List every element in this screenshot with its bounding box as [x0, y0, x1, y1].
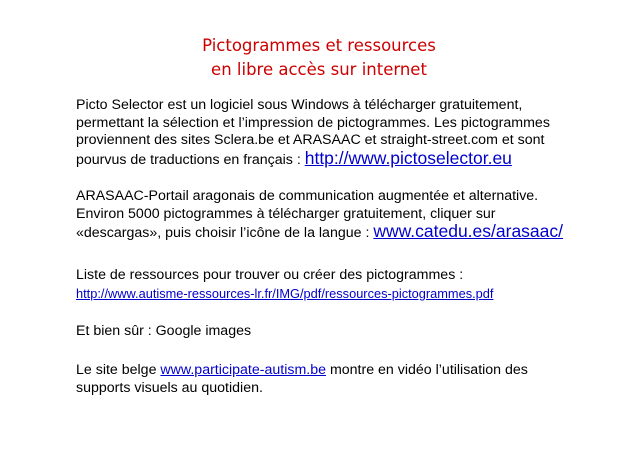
paragraph-picto-selector — [76, 97, 576, 169]
paragraph-line: ARASAAC-Portail aragonais de communication augmentée et alternative. — [76, 188, 539, 204]
paragraph-line — [76, 147, 576, 170]
paragraph-text: montre en vidéo l’utilisation des — [326, 362, 528, 378]
paragraph-text: pourvus de traductions en français : — [76, 151, 305, 168]
paragraph-line: Liste de ressources pour trouver ou créer des pictogrammes : — [76, 267, 464, 283]
pictoselector-link[interactable]: http://www.pictoselector.eu — [304, 147, 512, 168]
paragraph-line — [76, 285, 576, 304]
catedu-link[interactable]: www.catedu.es/arasaac/ — [373, 221, 564, 241]
paragraph-line: Et bien sûr : Google images — [76, 323, 252, 339]
autisme-ressources-link[interactable]: http://www.autisme-ressources-lr.fr/IMG/pdf/ressources-pictogrammes.pdf — [76, 285, 494, 301]
paragraph-resources-list — [76, 267, 576, 303]
paragraph-line — [76, 362, 576, 380]
paragraph-text: «descargas», puis choisir l’icône de la langue : — [76, 225, 374, 241]
paragraph-line — [76, 223, 576, 243]
paragraph-google-images — [76, 323, 576, 341]
title-line-1: Pictogrammes et ressources — [202, 36, 436, 55]
paragraph-line: Environ 5000 pictogrammes à télécharger gratuitement, cliquer sur — [76, 205, 496, 222]
paragraph-arasaac — [76, 188, 576, 243]
paragraph-line: supports visuels au quotidien. — [76, 379, 263, 396]
participate-autism-link[interactable]: www.participate-autism.be — [160, 362, 326, 378]
page-title — [0, 34, 638, 82]
paragraph-participate-autism — [76, 362, 576, 397]
paragraph-line: proviennent des sites Sclera.be et ARASAAC et straight-street.com et sont — [76, 132, 545, 148]
paragraph-line: Picto Selector est un logiciel sous Windows à télécharger gratuitement, — [76, 97, 523, 113]
paragraph-text: Le site belge — [76, 362, 161, 378]
paragraph-line: permettant la sélection et l’impression de pictogrammes. Les pictogrammes — [76, 114, 550, 131]
title-line-2: en libre accès sur internet — [211, 60, 427, 79]
